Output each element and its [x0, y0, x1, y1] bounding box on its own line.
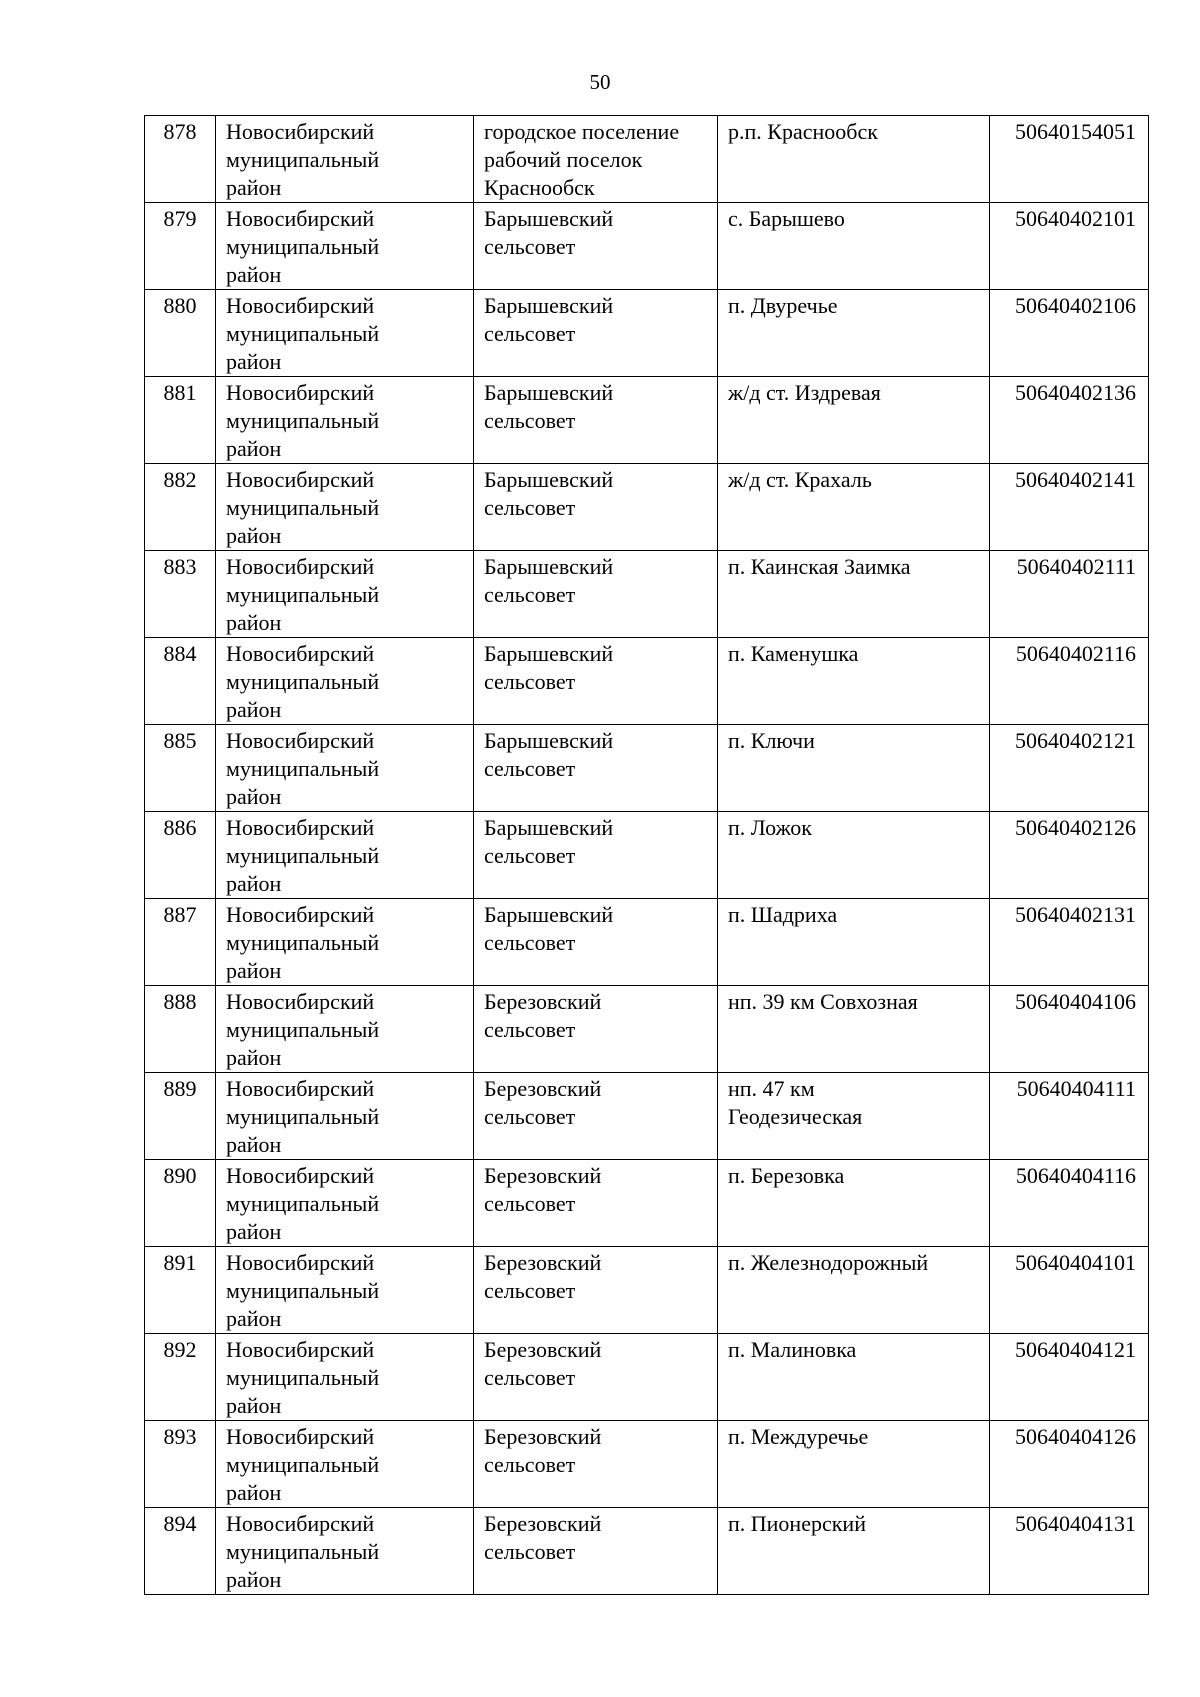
- oktmo-code-cell: 50640402131: [990, 899, 1149, 986]
- municipality-line: Березовский: [484, 1424, 602, 1449]
- municipality-line: сельсовет: [484, 408, 576, 433]
- municipality-line: Березовский: [484, 1511, 602, 1536]
- table-row: [145, 203, 1149, 290]
- table-body: [145, 116, 1149, 1595]
- municipality-cell: [474, 986, 718, 1073]
- municipality-cell: [474, 377, 718, 464]
- municipality-cell: [474, 290, 718, 377]
- municipality-line: сельсовет: [484, 1365, 576, 1390]
- oktmo-code-cell: 50640404121: [990, 1334, 1149, 1421]
- district-line: район: [226, 349, 282, 374]
- oktmo-code-cell: 50640402121: [990, 725, 1149, 812]
- district-line: район: [226, 784, 282, 809]
- district-line: Новосибирский: [226, 554, 375, 579]
- row-number-cell: 891: [145, 1247, 216, 1334]
- table-row: [145, 812, 1149, 899]
- district-line: район: [226, 523, 282, 548]
- municipality-line: городское поселение: [484, 119, 680, 144]
- municipality-cell: [474, 812, 718, 899]
- municipality-line: Березовский: [484, 1337, 602, 1362]
- district-line: муниципальный: [226, 1452, 380, 1477]
- municipality-line: Барышевский: [484, 728, 614, 753]
- municipality-line: сельсовет: [484, 930, 576, 955]
- oktmo-code-cell: 50640404126: [990, 1421, 1149, 1508]
- municipality-line: сельсовет: [484, 495, 576, 520]
- oktmo-code-cell: 50640404131: [990, 1508, 1149, 1595]
- table-row: [145, 1073, 1149, 1160]
- district-cell: [216, 986, 474, 1073]
- district-line: район: [226, 436, 282, 461]
- row-number-cell: 887: [145, 899, 216, 986]
- district-cell: [216, 290, 474, 377]
- municipality-line: Березовский: [484, 989, 602, 1014]
- row-number-cell: 888: [145, 986, 216, 1073]
- municipality-line: сельсовет: [484, 1191, 576, 1216]
- municipality-line: сельсовет: [484, 843, 576, 868]
- district-cell: [216, 116, 474, 203]
- district-line: район: [226, 1567, 282, 1592]
- district-line: Новосибирский: [226, 1337, 375, 1362]
- municipality-cell: [474, 899, 718, 986]
- district-cell: [216, 812, 474, 899]
- row-number-cell: 878: [145, 116, 216, 203]
- district-line: муниципальный: [226, 582, 380, 607]
- settlement-cell: п. Пионерский: [718, 1508, 990, 1595]
- settlements-table: [144, 115, 1149, 1595]
- row-number-cell: 889: [145, 1073, 216, 1160]
- district-cell: [216, 377, 474, 464]
- district-line: Новосибирский: [226, 119, 375, 144]
- district-line: район: [226, 1306, 282, 1331]
- oktmo-code-cell: 50640402141: [990, 464, 1149, 551]
- municipality-line: сельсовет: [484, 321, 576, 346]
- district-line: муниципальный: [226, 1278, 380, 1303]
- row-number-cell: 890: [145, 1160, 216, 1247]
- district-line: муниципальный: [226, 843, 380, 868]
- district-line: Новосибирский: [226, 380, 375, 405]
- municipality-line: сельсовет: [484, 234, 576, 259]
- settlement-cell: нп. 39 км Совхозная: [718, 986, 990, 1073]
- settlement-cell: [718, 1073, 990, 1160]
- table-row: [145, 1508, 1149, 1595]
- district-line: район: [226, 871, 282, 896]
- table-row: [145, 899, 1149, 986]
- municipality-line: Барышевский: [484, 641, 614, 666]
- municipality-cell: [474, 1247, 718, 1334]
- district-line: муниципальный: [226, 321, 380, 346]
- row-number-cell: 880: [145, 290, 216, 377]
- district-line: район: [226, 1132, 282, 1157]
- municipality-line: Барышевский: [484, 902, 614, 927]
- table-row: [145, 290, 1149, 377]
- oktmo-code-cell: 50640402111: [990, 551, 1149, 638]
- district-line: муниципальный: [226, 756, 380, 781]
- district-line: муниципальный: [226, 669, 380, 694]
- table-row: [145, 1160, 1149, 1247]
- district-line: муниципальный: [226, 1104, 380, 1129]
- district-line: Новосибирский: [226, 1511, 375, 1536]
- table-row: [145, 986, 1149, 1073]
- municipality-line: Березовский: [484, 1163, 602, 1188]
- settlement-cell: п. Железнодорожный: [718, 1247, 990, 1334]
- row-number-cell: 886: [145, 812, 216, 899]
- district-cell: [216, 1247, 474, 1334]
- district-line: район: [226, 610, 282, 635]
- district-cell: [216, 1508, 474, 1595]
- municipality-cell: [474, 203, 718, 290]
- municipality-cell: [474, 1421, 718, 1508]
- district-line: район: [226, 175, 282, 200]
- district-cell: [216, 725, 474, 812]
- district-line: муниципальный: [226, 408, 380, 433]
- settlement-cell: п. Березовка: [718, 1160, 990, 1247]
- table-row: [145, 638, 1149, 725]
- settlement-cell: п. Двуречье: [718, 290, 990, 377]
- municipality-cell: [474, 551, 718, 638]
- table-row: [145, 1421, 1149, 1508]
- oktmo-code-cell: 50640404116: [990, 1160, 1149, 1247]
- settlement-cell: р.п. Краснообск: [718, 116, 990, 203]
- district-line: Новосибирский: [226, 728, 375, 753]
- oktmo-code-cell: 50640402126: [990, 812, 1149, 899]
- municipality-line: сельсовет: [484, 1017, 576, 1042]
- row-number-cell: 881: [145, 377, 216, 464]
- settlement-cell: п. Малиновка: [718, 1334, 990, 1421]
- district-line: муниципальный: [226, 930, 380, 955]
- district-cell: [216, 899, 474, 986]
- table-row: [145, 116, 1149, 203]
- table-row: [145, 725, 1149, 812]
- row-number-cell: 883: [145, 551, 216, 638]
- municipality-cell: [474, 1508, 718, 1595]
- table-row: [145, 377, 1149, 464]
- municipality-line: Барышевский: [484, 293, 614, 318]
- district-line: Новосибирский: [226, 206, 375, 231]
- row-number-cell: 892: [145, 1334, 216, 1421]
- district-line: муниципальный: [226, 1191, 380, 1216]
- row-number-cell: 893: [145, 1421, 216, 1508]
- district-line: район: [226, 958, 282, 983]
- settlement-cell: п. Каинская Заимка: [718, 551, 990, 638]
- page-number: 50: [589, 70, 611, 94]
- oktmo-code-cell: 50640402101: [990, 203, 1149, 290]
- municipality-line: сельсовет: [484, 1278, 576, 1303]
- district-line: муниципальный: [226, 234, 380, 259]
- district-line: район: [226, 1045, 282, 1070]
- settlement-line: нп. 47 км: [728, 1076, 815, 1101]
- municipality-line: Березовский: [484, 1250, 602, 1275]
- district-line: Новосибирский: [226, 293, 375, 318]
- municipality-line: сельсовет: [484, 1539, 576, 1564]
- district-line: муниципальный: [226, 495, 380, 520]
- municipality-line: Краснообск: [484, 175, 595, 200]
- row-number-cell: 884: [145, 638, 216, 725]
- municipality-line: Барышевский: [484, 206, 614, 231]
- oktmo-code-cell: 50640404106: [990, 986, 1149, 1073]
- municipality-line: сельсовет: [484, 1104, 576, 1129]
- municipality-cell: [474, 116, 718, 203]
- municipality-line: рабочий поселок: [484, 147, 643, 172]
- municipality-cell: [474, 638, 718, 725]
- district-line: Новосибирский: [226, 1163, 375, 1188]
- oktmo-code-cell: 50640404101: [990, 1247, 1149, 1334]
- settlement-cell: п. Каменушка: [718, 638, 990, 725]
- settlement-cell: ж/д ст. Крахаль: [718, 464, 990, 551]
- municipality-line: Барышевский: [484, 554, 614, 579]
- district-line: район: [226, 262, 282, 287]
- district-cell: [216, 1073, 474, 1160]
- municipality-line: Барышевский: [484, 467, 614, 492]
- district-line: район: [226, 1219, 282, 1244]
- oktmo-code-cell: 50640402136: [990, 377, 1149, 464]
- municipality-line: Барышевский: [484, 815, 614, 840]
- settlement-cell: п. Междуречье: [718, 1421, 990, 1508]
- oktmo-code-cell: 50640154051: [990, 116, 1149, 203]
- district-line: Новосибирский: [226, 1424, 375, 1449]
- table-row: [145, 464, 1149, 551]
- municipality-cell: [474, 725, 718, 812]
- district-line: муниципальный: [226, 1365, 380, 1390]
- district-cell: [216, 464, 474, 551]
- municipality-line: сельсовет: [484, 1452, 576, 1477]
- district-cell: [216, 551, 474, 638]
- district-line: Новосибирский: [226, 902, 375, 927]
- row-number-cell: 879: [145, 203, 216, 290]
- district-cell: [216, 1160, 474, 1247]
- municipality-cell: [474, 1334, 718, 1421]
- district-cell: [216, 1334, 474, 1421]
- settlement-cell: п. Ложок: [718, 812, 990, 899]
- oktmo-code-cell: 50640404111: [990, 1073, 1149, 1160]
- district-line: район: [226, 697, 282, 722]
- district-line: район: [226, 1480, 282, 1505]
- row-number-cell: 882: [145, 464, 216, 551]
- municipality-cell: [474, 464, 718, 551]
- district-line: район: [226, 1393, 282, 1418]
- district-line: Новосибирский: [226, 641, 375, 666]
- district-cell: [216, 638, 474, 725]
- row-number-cell: 885: [145, 725, 216, 812]
- municipality-cell: [474, 1160, 718, 1247]
- district-line: Новосибирский: [226, 1076, 375, 1101]
- municipality-line: Березовский: [484, 1076, 602, 1101]
- table-row: [145, 1247, 1149, 1334]
- district-line: муниципальный: [226, 1017, 380, 1042]
- district-line: Новосибирский: [226, 815, 375, 840]
- district-line: Новосибирский: [226, 467, 375, 492]
- table-row: [145, 551, 1149, 638]
- row-number-cell: 894: [145, 1508, 216, 1595]
- settlement-line: Геодезическая: [728, 1104, 863, 1129]
- municipality-line: сельсовет: [484, 582, 576, 607]
- settlement-cell: с. Барышево: [718, 203, 990, 290]
- district-line: муниципальный: [226, 1539, 380, 1564]
- municipality-line: сельсовет: [484, 669, 576, 694]
- oktmo-code-cell: 50640402106: [990, 290, 1149, 377]
- settlement-cell: ж/д ст. Издревая: [718, 377, 990, 464]
- district-line: Новосибирский: [226, 989, 375, 1014]
- table-row: [145, 1334, 1149, 1421]
- settlement-cell: п. Ключи: [718, 725, 990, 812]
- district-line: Новосибирский: [226, 1250, 375, 1275]
- municipality-line: сельсовет: [484, 756, 576, 781]
- district-cell: [216, 1421, 474, 1508]
- municipality-line: Барышевский: [484, 380, 614, 405]
- district-cell: [216, 203, 474, 290]
- municipality-cell: [474, 1073, 718, 1160]
- settlement-cell: п. Шадриха: [718, 899, 990, 986]
- district-line: муниципальный: [226, 147, 380, 172]
- oktmo-code-cell: 50640402116: [990, 638, 1149, 725]
